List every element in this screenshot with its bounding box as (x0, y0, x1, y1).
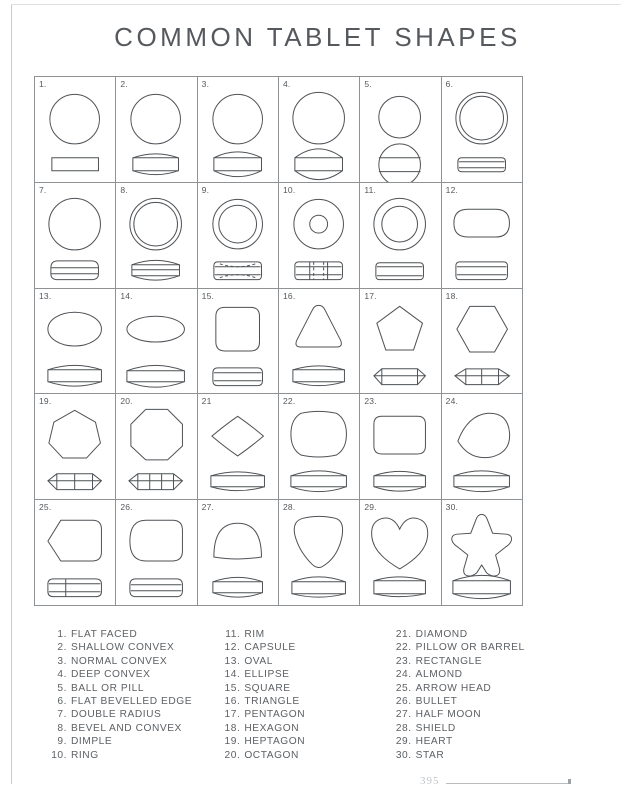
legend-number: 15. (224, 682, 241, 694)
shape-cell-30 (442, 500, 523, 606)
shape-drawing-oval (35, 298, 115, 394)
legend-number: 12. (224, 642, 241, 654)
shape-drawing-half-moon (198, 509, 278, 605)
legend-label: DOUBLE RADIUS (71, 709, 162, 721)
legend-column-3 (383, 628, 554, 762)
legend-number: 6. (57, 696, 67, 708)
shape-drawing-heart (360, 509, 440, 605)
legend-item (391, 641, 554, 654)
legend-number: 21. (395, 629, 412, 640)
legend-number: 25. (395, 682, 412, 694)
shape-number-28: 28. (283, 502, 296, 513)
shape-number-17: 17. (364, 290, 377, 301)
shape-cell-19 (35, 394, 116, 500)
shape-legend (34, 628, 554, 762)
legend-item (46, 641, 209, 654)
legend-item (46, 668, 209, 681)
legend-item (391, 735, 554, 748)
shape-cell-10 (279, 183, 360, 289)
legend-label: SHALLOW CONVEX (71, 642, 175, 654)
shape-number-7: 7. (39, 184, 47, 195)
legend-item (46, 722, 209, 735)
shape-cell-15 (198, 289, 279, 395)
legend-item (46, 749, 209, 762)
legend-label: HALF MOON (415, 709, 482, 721)
shape-drawing-triangle (279, 298, 359, 394)
legend-item (219, 668, 382, 681)
legend-item (219, 695, 382, 708)
legend-item (219, 735, 382, 748)
legend-label: OVAL (244, 655, 273, 667)
legend-label: RIM (244, 629, 265, 640)
shape-cell-4 (279, 77, 360, 183)
legend-number: 18. (224, 722, 241, 734)
legend-label: ARROW HEAD (415, 682, 492, 694)
legend-column-2 (209, 628, 382, 762)
legend-item (219, 722, 382, 735)
shape-cell-27 (198, 500, 279, 606)
legend-number: 9. (57, 736, 67, 748)
shape-drawing-diamond (198, 403, 278, 499)
legend-item (219, 682, 382, 695)
legend-number: 24. (395, 669, 412, 681)
shape-number-30: 30. (445, 502, 459, 513)
legend-label: RECTANGLE (415, 655, 483, 667)
legend-number: 14. (224, 669, 241, 681)
shape-cell-7 (35, 183, 116, 289)
legend-item (391, 749, 554, 762)
legend-number: 16. (224, 696, 241, 708)
legend-label: SHIELD (415, 722, 456, 734)
shape-cell-1 (35, 77, 116, 183)
shape-number-19: 19. (39, 396, 52, 407)
tablet-shapes-grid (34, 76, 523, 606)
shape-drawing-ball-or-pill (360, 86, 440, 182)
legend-label: HEART (415, 736, 453, 748)
shape-drawing-rim (360, 192, 440, 288)
shape-drawing-ring (279, 192, 359, 288)
shape-drawing-dimple (198, 192, 278, 288)
shape-number-9: 9. (201, 184, 210, 195)
legend-item (391, 628, 554, 641)
legend-number: 27. (395, 709, 412, 721)
shape-number-5: 5. (364, 79, 372, 89)
legend-item (391, 695, 554, 708)
shape-cell-23 (360, 394, 441, 500)
shape-number-21: 21 (201, 396, 212, 407)
shape-cell-28 (279, 500, 360, 606)
shape-drawing-pillow-or-barrel (279, 403, 359, 499)
shape-drawing-capsule (442, 192, 522, 288)
legend-label: SQUARE (244, 682, 291, 694)
shape-number-3: 3. (201, 79, 210, 89)
shape-number-18: 18. (445, 290, 459, 301)
shape-cell-21 (198, 394, 279, 500)
legend-label: ALMOND (415, 669, 463, 681)
legend-number: 20. (224, 749, 241, 761)
legend-label: HEXAGON (244, 722, 300, 734)
legend-number: 3. (57, 655, 67, 667)
legend-number: 8. (57, 722, 67, 734)
legend-item (391, 722, 554, 735)
shape-drawing-arrow-head (35, 509, 115, 605)
shape-number-11: 11. (364, 184, 377, 195)
shape-cell-29 (360, 500, 441, 606)
shape-number-16: 16. (283, 290, 296, 301)
legend-item (219, 641, 382, 654)
legend-label: OCTAGON (244, 749, 299, 761)
legend-number: 13. (224, 655, 241, 667)
page-number-annotation: 395 (420, 775, 440, 787)
shape-drawing-deep-convex (279, 86, 359, 182)
shape-drawing-double-radius (35, 192, 115, 288)
shape-cell-9 (198, 183, 279, 289)
legend-label: NORMAL CONVEX (71, 655, 168, 667)
legend-label: FLAT BEVELLED EDGE (71, 696, 193, 708)
shape-cell-25 (35, 500, 116, 606)
shape-number-10: 10. (283, 184, 296, 195)
legend-number: 10. (51, 749, 67, 761)
page-title: COMMON TABLET SHAPES (114, 22, 521, 52)
legend-label: DIAMOND (415, 629, 468, 640)
legend-item (219, 708, 382, 721)
shape-cell-26 (116, 500, 197, 606)
shape-cell-11 (360, 183, 441, 289)
legend-item (391, 708, 554, 721)
shape-number-26: 26. (120, 502, 133, 513)
legend-number: 2. (57, 642, 67, 654)
shape-drawing-shield (279, 509, 359, 605)
shape-drawing-rectangle (360, 403, 440, 499)
legend-column-1 (34, 628, 209, 762)
shape-cell-6 (442, 77, 523, 183)
shape-drawing-bullet (116, 509, 196, 605)
shape-cell-8 (116, 183, 197, 289)
shape-drawing-star (442, 509, 522, 605)
shape-cell-5 (360, 77, 441, 183)
shape-cell-22 (279, 394, 360, 500)
legend-label: ELLIPSE (244, 669, 290, 681)
shape-number-14: 14. (120, 290, 133, 301)
legend-item (391, 655, 554, 668)
legend-item (219, 749, 382, 762)
shape-drawing-shallow-convex (116, 86, 196, 182)
legend-number: 11. (225, 629, 241, 640)
shape-drawing-octagon (116, 403, 196, 499)
legend-label: FLAT FACED (71, 629, 138, 640)
legend-label: BULLET (415, 696, 458, 708)
legend-item (46, 735, 209, 748)
shape-cell-13 (35, 289, 116, 395)
shape-cell-18 (442, 289, 523, 395)
legend-label: HEPTAGON (244, 736, 306, 748)
shape-cell-12 (442, 183, 523, 289)
legend-number: 30. (395, 749, 412, 761)
legend-item (391, 682, 554, 695)
shape-number-8: 8. (120, 184, 128, 195)
legend-label: TRIANGLE (244, 696, 300, 708)
shape-drawing-flat-faced (35, 86, 115, 182)
shape-number-27: 27. (201, 502, 215, 513)
footer-tick-mark (568, 779, 571, 784)
legend-number: 29. (395, 736, 412, 748)
shape-number-12: 12. (445, 184, 459, 195)
legend-item (46, 682, 209, 695)
shape-cell-3 (198, 77, 279, 183)
shape-number-13: 13. (39, 290, 52, 301)
shape-number-4: 4. (283, 79, 291, 89)
legend-number: 4. (57, 669, 67, 681)
legend-label: RING (71, 749, 99, 761)
legend-item (219, 655, 382, 668)
shape-number-2: 2. (120, 79, 128, 89)
legend-item (46, 628, 209, 641)
legend-number: 7. (57, 709, 67, 721)
shape-cell-14 (116, 289, 197, 395)
shape-cell-17 (360, 289, 441, 395)
shape-number-25: 25. (39, 502, 52, 513)
shape-number-1: 1. (39, 79, 47, 89)
shape-number-24: 24. (445, 396, 459, 407)
legend-label: BEVEL AND CONVEX (71, 722, 182, 734)
shape-drawing-bevel-and-convex (116, 192, 196, 288)
shape-number-22: 22. (283, 396, 296, 407)
legend-label: CAPSULE (244, 642, 296, 654)
legend-item (46, 655, 209, 668)
legend-item (391, 668, 554, 681)
page-top-edge (11, 4, 621, 5)
shape-drawing-square (198, 298, 278, 394)
shape-cell-2 (116, 77, 197, 183)
legend-number: 19. (224, 736, 241, 748)
legend-item (46, 708, 209, 721)
legend-item (219, 628, 382, 641)
legend-label: DEEP CONVEX (71, 669, 151, 681)
shape-cell-16 (279, 289, 360, 395)
shape-cell-24 (442, 394, 523, 500)
shape-drawing-hexagon (442, 298, 522, 394)
shape-drawing-ellipse (116, 298, 196, 394)
legend-number: 26. (395, 696, 412, 708)
shape-cell-20 (116, 394, 197, 500)
shape-number-23: 23. (364, 396, 377, 407)
legend-label: BALL OR PILL (71, 682, 145, 694)
legend-label: DIMPLE (71, 736, 113, 748)
legend-number: 23. (395, 655, 412, 667)
legend-number: 28. (395, 722, 412, 734)
legend-label: PENTAGON (244, 709, 306, 721)
shape-drawing-almond (442, 403, 522, 499)
shape-drawing-normal-convex (198, 86, 278, 182)
shape-number-15: 15. (201, 290, 215, 301)
shape-number-6: 6. (445, 79, 454, 89)
shape-drawing-pentagon (360, 298, 440, 394)
shape-number-20: 20. (120, 396, 133, 407)
legend-number: 22. (395, 642, 412, 654)
legend-number: 17. (224, 709, 241, 721)
shape-drawing-heptagon (35, 403, 115, 499)
legend-item (46, 695, 209, 708)
legend-number: 5. (57, 682, 67, 694)
legend-label: STAR (415, 749, 445, 761)
footer-rule (446, 783, 571, 784)
page-left-edge (11, 4, 12, 784)
shape-number-29: 29. (364, 502, 377, 513)
legend-label: PILLOW OR BARREL (415, 642, 525, 654)
legend-number: 1. (57, 629, 67, 640)
shape-drawing-flat-bevelled-edge (442, 86, 522, 182)
